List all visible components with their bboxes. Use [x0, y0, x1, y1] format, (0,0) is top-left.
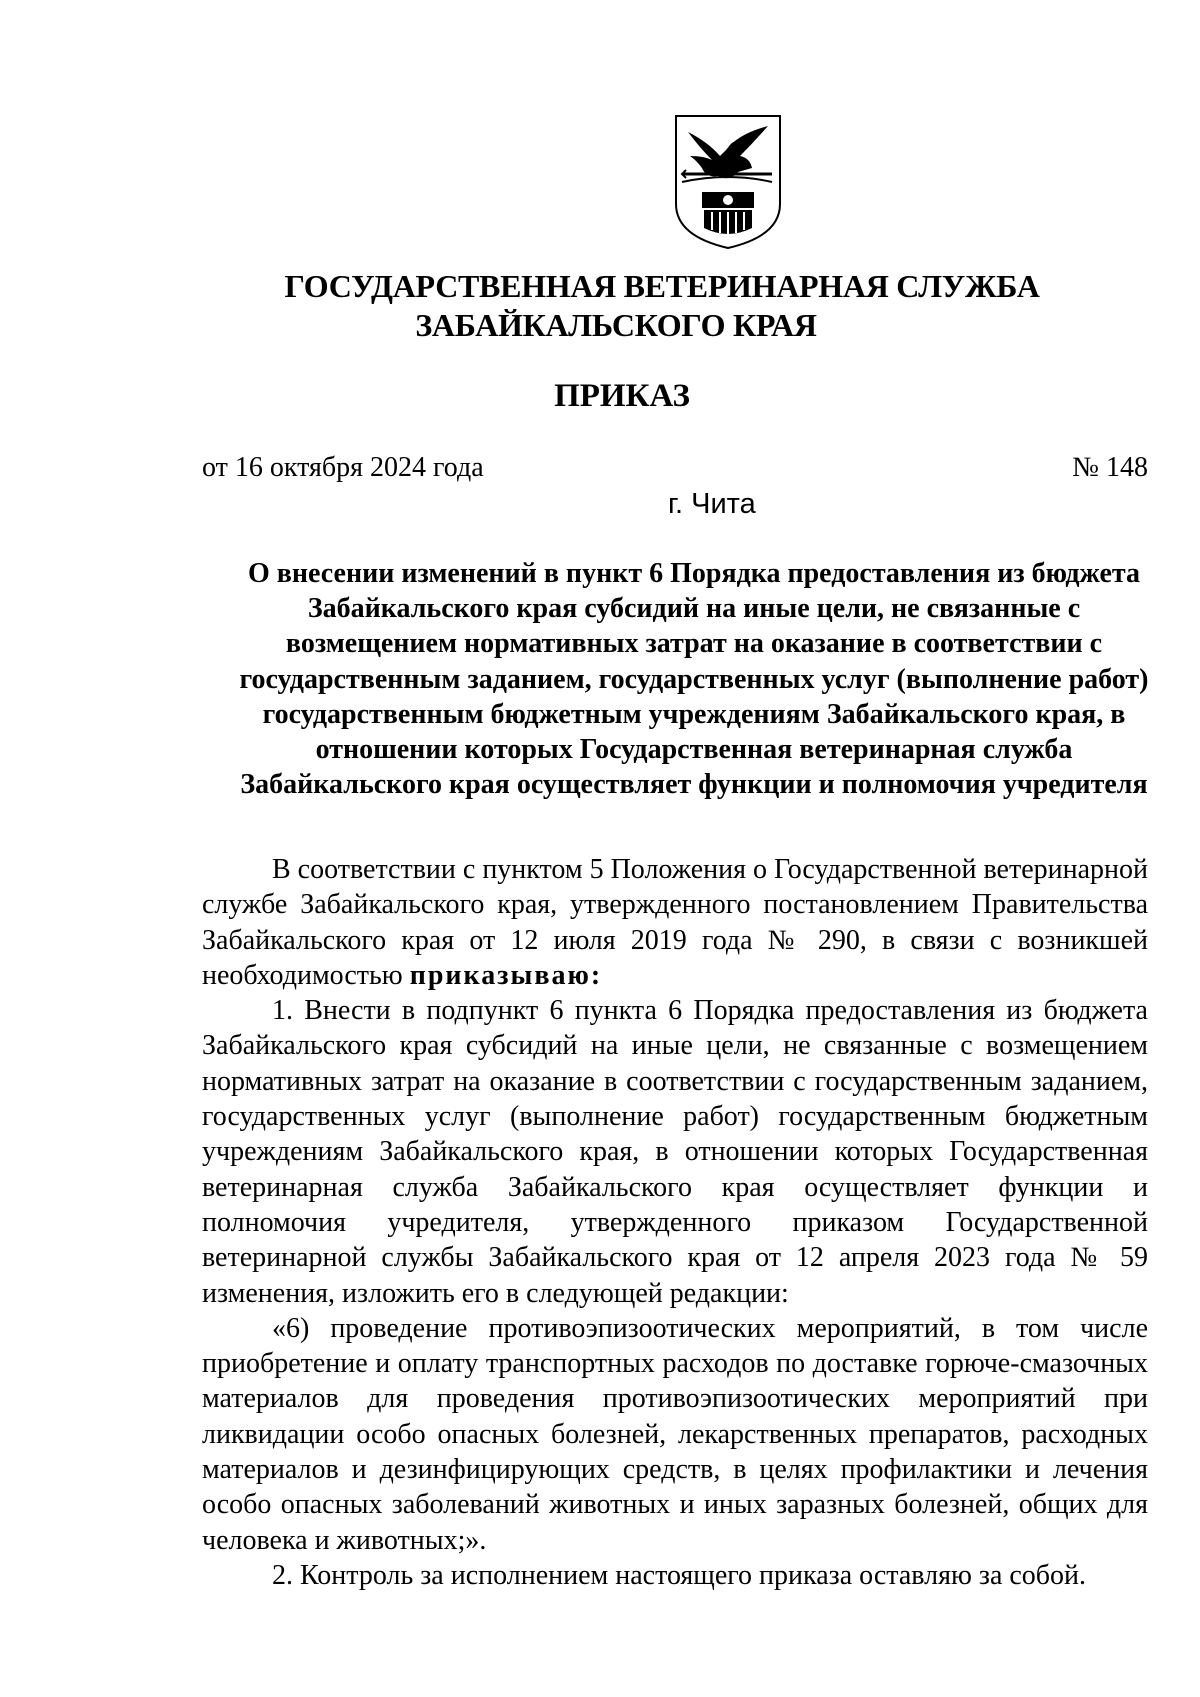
- document-number: № 148: [1072, 452, 1148, 483]
- document-city: г. Чита: [668, 488, 756, 520]
- coat-of-arms-icon: [668, 112, 788, 252]
- document-title: О внесении изменений в пункт 6 Порядка предоставления из бюджета Забайкальского края субсидий на иные цели, не связанные с возмещением нормативных затрат на оказание в соответствии с государственным заданием, государственных услуг (выполнение работ) государственным бюджетным учреждениям Забайкальского края, в отношении которых Государственная ветеринарная служба Забайкальского края осуществляет функции и полномочия учредителя: [239, 558, 1149, 801]
- organization-name-line1: ГОСУДАРСТВЕННАЯ ВЕТЕРИНАРНАЯ СЛУЖБА: [284, 268, 1040, 304]
- order-keyword: приказываю:: [409, 959, 603, 991]
- document-date: от 16 октября 2024 года: [202, 452, 484, 483]
- preamble-text: В соответствии с пунктом 5 Положения о Государственной ветеринарной службе Забайкальского края, утвержденного постановлением Правительства Забайкальского края от 12 июля 2019 года № 290, в связи с возникшей необходимостью: [202, 854, 1148, 991]
- paragraph-preamble: [202, 852, 1148, 993]
- paragraph-item-2: 2. Контроль за исполнением настоящего приказа оставляю за собой.: [272, 1559, 1087, 1591]
- organization-name-line2: ЗАБАЙКАЛЬСКОГО КРАЯ: [415, 307, 817, 343]
- paragraph-quoted-clause: «6) проведение противоэпизоотических мероприятий, в том числе приобретение и оплату транспортных расходов по доставке горюче-смазочных материалов для проведения противоэпизоотических мероприятий при ликвидации особо опасных болезней, лекарственных препаратов, расходных материалов и дезинфицирующих средств, в целях профилактики и лечения особо опасных заболеваний животных и иных заразных болезней, общих для человека и животных;».: [202, 1312, 1148, 1556]
- paragraph-item-1: 1. Внести в подпункт 6 пункта 6 Порядка предоставления из бюджета Забайкальского края субсидий на иные цели, не связанные с возмещением нормативных затрат на оказание в соответствии с государственным заданием, государственных услуг (выполнение работ) государственным бюджетным учреждениям Забайкальского края, в отношении которых Государственная ветеринарная служба Забайкальского края осуществляет функции и полномочия учредителя, утвержденного приказом Государственной ветеринарной службы Забайкальского края от 12 апреля 2023 года № 59 изменения, изложить его в следующей редакции:: [202, 995, 1148, 1309]
- document-type: ПРИКАЗ: [554, 378, 690, 414]
- document-body: [202, 852, 1148, 1593]
